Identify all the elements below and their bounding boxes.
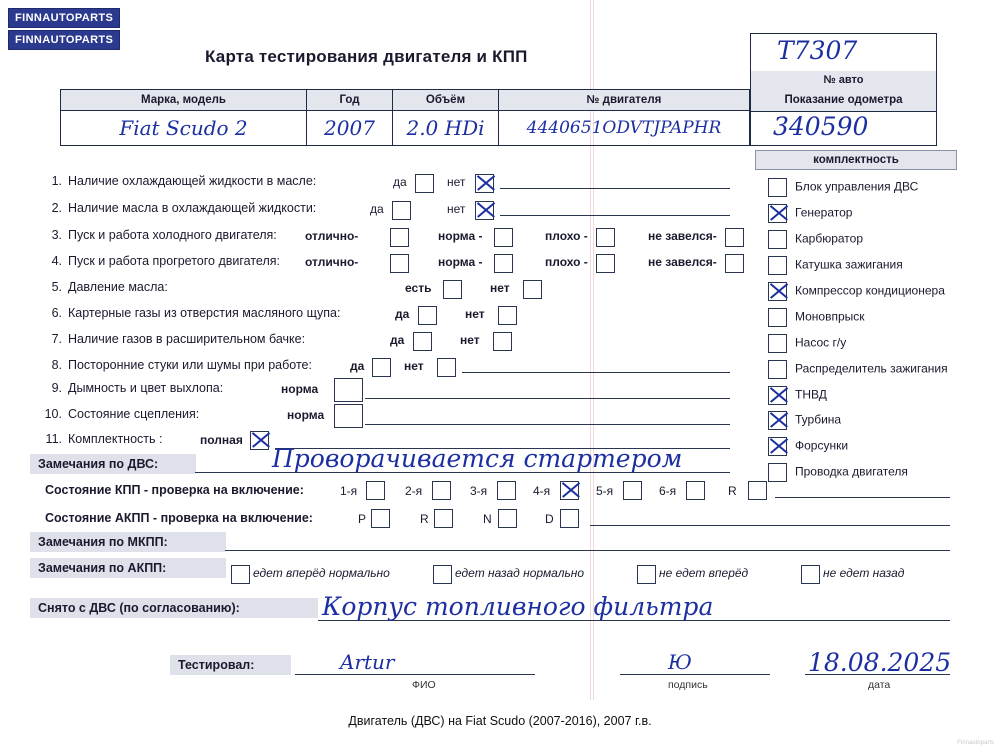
checklist-option-7-yes: да	[390, 333, 405, 347]
checklist-number-2: 2.	[51, 201, 62, 215]
checkbox-hp-fuel-pump[interactable]	[768, 386, 787, 405]
checkbox-cold-start-bad[interactable]	[596, 228, 615, 247]
checklist-label-11: Комплектность :	[68, 432, 163, 446]
checklist-line-8	[462, 372, 730, 373]
completeness-item-ac-compressor[interactable]	[768, 282, 945, 301]
checkbox-power-steering-pump[interactable]	[768, 334, 787, 353]
akpp-gear-label-n: N	[483, 512, 492, 526]
checkbox-completeness-full[interactable]	[250, 431, 269, 450]
checklist-number-7: 7.	[51, 332, 62, 346]
checklist-option-9-normal: норма	[281, 382, 319, 396]
checklist-option-1-no: нет	[447, 175, 466, 189]
checkbox-no-backward[interactable]	[801, 565, 820, 584]
tested-name-line	[295, 674, 535, 675]
akpp-notes-label: Замечания по АКПП:	[30, 558, 226, 578]
completeness-label-turbine: Турбина	[795, 412, 842, 427]
checkbox-cold-start-excellent[interactable]	[390, 228, 409, 247]
checkbox-carburetor[interactable]	[768, 230, 787, 249]
brand-logo-top: FINNAUTOPARTS	[8, 8, 120, 28]
engine-notes-label: Замечания по ДВС:	[30, 454, 196, 474]
spec-table	[60, 89, 750, 146]
checkbox-drives-backward-ok[interactable]	[433, 565, 452, 584]
completeness-label-ac-compressor: Компрессор кондиционера	[795, 283, 945, 298]
checkbox-knocks-yes[interactable]	[372, 358, 391, 377]
checkbox-mkpp-gear-r[interactable]	[748, 481, 767, 500]
mkpp-notes-line	[225, 550, 950, 551]
checklist-label-1: Наличие охлаждающей жидкости в масле:	[68, 174, 317, 188]
checkbox-engine-wiring[interactable]	[768, 463, 787, 482]
checklist-label-10: Состояние сцепления:	[68, 407, 200, 421]
checklist-option-4-bad: плохо -	[545, 255, 588, 269]
checkbox-ignition-coil[interactable]	[768, 256, 787, 275]
checklist-option-1-yes: да	[393, 175, 407, 189]
tested-name-caption: ФИО	[412, 679, 436, 691]
checklist-option-2-no: нет	[447, 202, 466, 216]
completeness-label-alternator: Генератор	[795, 205, 853, 220]
checkbox-clutch-normal[interactable]	[334, 404, 363, 428]
mkpp-gear-label-6: 6-я	[659, 484, 677, 498]
checkbox-monoinjection[interactable]	[768, 308, 787, 327]
completeness-item-alternator[interactable]	[768, 204, 852, 223]
mkpp-gear-label-1: 1-я	[340, 484, 358, 498]
completeness-label-distributor: Распределитель зажигания	[795, 361, 948, 376]
checkbox-mkpp-gear-5[interactable]	[623, 481, 642, 500]
checkbox-crankcase-gases-no[interactable]	[498, 306, 517, 325]
checkbox-oil-in-coolant-yes[interactable]	[392, 201, 411, 220]
checklist-number-5: 5.	[51, 280, 62, 294]
checkbox-mkpp-gear-6[interactable]	[686, 481, 705, 500]
checkbox-ac-compressor[interactable]	[768, 282, 787, 301]
checkbox-distributor[interactable]	[768, 360, 787, 379]
checklist-option-11-full: полная	[200, 433, 243, 447]
spec-table-value-row	[61, 111, 750, 146]
signature-line	[620, 674, 770, 675]
akpp-option-drives-forward-ok: едет вперёд нормально	[253, 566, 390, 580]
checklist-number-6: 6.	[51, 306, 62, 320]
completeness-item-injectors[interactable]	[768, 437, 848, 456]
checklist-option-7-no: нет	[460, 333, 480, 347]
completeness-label-monoinjection: Моновпрыск	[795, 309, 865, 324]
checkbox-no-forward[interactable]	[637, 565, 656, 584]
checklist-number-4: 4.	[51, 254, 62, 268]
checklist-number-8: 8.	[51, 358, 62, 372]
mkpp-gear-label-3: 3-я	[470, 484, 488, 498]
odometer-value-box	[750, 111, 937, 146]
signature-caption: подпись	[668, 679, 708, 691]
completeness-item-monoinjection[interactable]	[768, 308, 865, 327]
checklist-number-11: 11.	[45, 432, 62, 446]
spec-value-brand: Fiat Scudo 2	[119, 116, 248, 140]
spec-header-year: Год	[307, 90, 393, 111]
akpp-check-label: Состояние АКПП - проверка на включение:	[45, 511, 313, 525]
mkpp-gear-label-2: 2-я	[405, 484, 423, 498]
auto-number-value: T7307	[777, 36, 858, 65]
mkpp-gear-label-r: R	[728, 484, 737, 498]
auto-number-label: № авто	[750, 71, 937, 90]
completeness-header: комплектность	[755, 150, 957, 170]
checklist-option-4-excellent: отлично-	[305, 255, 359, 269]
completeness-item-carburetor[interactable]	[768, 230, 863, 249]
checklist-label-6: Картерные газы из отверстия масляного щупа:	[68, 306, 341, 320]
checklist-number-1: 1.	[51, 174, 62, 188]
checklist-option-6-yes: да	[395, 307, 410, 321]
spec-table-header-row	[61, 90, 750, 111]
checklist-option-3-bad: плохо -	[545, 229, 588, 243]
engine-notes-value: Проворачивается стартером	[272, 444, 683, 473]
checklist-option-2-yes: да	[370, 202, 384, 216]
completeness-label-hp-fuel-pump: ТНВД	[795, 387, 827, 402]
completeness-item-ecu[interactable]	[768, 178, 918, 197]
checkbox-mkpp-gear-1[interactable]	[366, 481, 385, 500]
akpp-line	[590, 525, 950, 526]
checklist-label-9: Дымность и цвет выхлопа:	[68, 381, 224, 395]
akpp-gear-label-p: P	[358, 512, 367, 526]
mkpp-gear-label-4: 4-я	[533, 484, 551, 498]
checkbox-akpp-gear-r[interactable]	[434, 509, 453, 528]
page-title: Карта тестирования двигателя и КПП	[205, 47, 528, 66]
checklist-option-3-normal: норма -	[438, 229, 483, 243]
checkbox-warm-start-bad[interactable]	[596, 254, 615, 273]
checklist-option-4-nostart: не завелся-	[648, 255, 717, 269]
completeness-item-ignition-coil[interactable]	[768, 256, 903, 275]
removed-parts-value: Корпус топливного фильтра	[322, 592, 714, 621]
checkbox-drives-forward-ok[interactable]	[231, 565, 250, 584]
checkbox-akpp-gear-n[interactable]	[498, 509, 517, 528]
checkbox-oil-pressure-no[interactable]	[523, 280, 542, 299]
checklist-line-10	[365, 424, 730, 425]
date-caption: дата	[868, 679, 891, 691]
checklist-label-5: Давление масла:	[68, 280, 168, 294]
akpp-option-no-backward: не едет назад	[823, 566, 905, 580]
completeness-label-carburetor: Карбюратор	[795, 231, 864, 246]
checklist-line-9	[365, 398, 730, 399]
checklist-option-3-nostart: не завелся-	[648, 229, 717, 243]
checkbox-coolant-in-oil-yes[interactable]	[415, 174, 434, 193]
checkbox-exhaust-smoke-normal[interactable]	[334, 378, 363, 402]
checkbox-crankcase-gases-yes[interactable]	[418, 306, 437, 325]
checkbox-mkpp-gear-4[interactable]	[560, 481, 579, 500]
brand-logo-bottom: FINNAUTOPARTS	[8, 30, 120, 50]
akpp-option-drives-backward-ok: едет назад нормально	[455, 566, 585, 580]
checklist-number-10: 10.	[44, 407, 62, 421]
checkbox-turbine[interactable]	[768, 411, 787, 430]
checkbox-injectors[interactable]	[768, 437, 787, 456]
completeness-item-power-steering-pump[interactable]	[768, 334, 846, 353]
date-value: 18.08.2025	[808, 648, 952, 677]
akpp-option-no-forward: не едет вперёд	[659, 566, 749, 580]
completeness-label-ignition-coil: Катушка зажигания	[795, 257, 903, 272]
spec-value-brand-cell	[61, 111, 307, 146]
checklist-number-3: 3.	[51, 228, 62, 242]
completeness-item-engine-wiring[interactable]	[768, 463, 908, 482]
removed-parts-label: Снято с ДВС (по согласованию):	[30, 598, 318, 618]
checkbox-warm-start-nostart[interactable]	[725, 254, 744, 273]
spec-value-engine-no: 4440651ODVTJPAPHR	[526, 118, 722, 138]
spec-header-brand: Марка, модель	[61, 90, 307, 111]
checklist-label-8: Посторонние стуки или шумы при работе:	[68, 358, 312, 372]
completeness-label-ecu: Блок управления ДВС	[795, 179, 919, 194]
mkpp-gear-label-5: 5-я	[596, 484, 614, 498]
checkbox-mkpp-gear-3[interactable]	[497, 481, 516, 500]
akpp-gear-label-r: R	[420, 512, 429, 526]
checklist-line-2	[500, 215, 730, 216]
odometer-value: 340590	[773, 112, 869, 141]
tested-by-label: Тестировал:	[170, 655, 291, 675]
completeness-label-injectors: Форсунки	[795, 438, 849, 453]
checklist-option-4-normal: норма -	[438, 255, 483, 269]
spec-value-year-cell	[307, 111, 393, 146]
checklist-option-6-no: нет	[465, 307, 485, 321]
signature-value: Ю	[668, 650, 692, 674]
mkpp-notes-label: Замечания по МКПП:	[30, 532, 226, 552]
checkbox-cold-start-normal[interactable]	[494, 228, 513, 247]
completeness-label-power-steering-pump: Насос г/у	[795, 335, 847, 350]
spec-value-volume: 2.0 HDi	[406, 116, 485, 140]
checklist-label-3: Пуск и работа холодного двигателя:	[68, 228, 277, 242]
checklist-option-5-no: нет	[490, 281, 510, 295]
checkbox-akpp-gear-d[interactable]	[560, 509, 579, 528]
checkbox-warm-start-normal[interactable]	[494, 254, 513, 273]
checklist-option-8-yes: да	[350, 359, 365, 373]
checklist-option-10-normal: норма	[287, 408, 325, 422]
checkbox-warm-start-excellent[interactable]	[390, 254, 409, 273]
checklist-option-5-yes: есть	[405, 281, 432, 295]
checkbox-oil-in-coolant-no[interactable]	[475, 201, 494, 220]
checkbox-coolant-in-oil-no[interactable]	[475, 174, 494, 193]
tested-name-value: Artur	[340, 650, 395, 674]
mkpp-check-label: Состояние КПП - проверка на включение:	[45, 483, 304, 497]
spec-value-engine-no-cell	[499, 111, 750, 146]
completeness-item-turbine[interactable]	[768, 411, 841, 430]
checkbox-akpp-gear-p[interactable]	[371, 509, 390, 528]
akpp-gear-label-d: D	[545, 512, 554, 526]
checklist-option-3-excellent: отлично-	[305, 229, 359, 243]
image-caption: Двигатель (ДВС) на Fiat Scudo (2007-2016), 2007 г.в.	[348, 714, 652, 728]
checkbox-expansion-tank-gases-no[interactable]	[493, 332, 512, 351]
checkbox-oil-pressure-yes[interactable]	[443, 280, 462, 299]
checkbox-cold-start-nostart[interactable]	[725, 228, 744, 247]
checklist-label-4: Пуск и работа прогретого двигателя:	[68, 254, 280, 268]
spec-value-year: 2007	[324, 116, 375, 140]
completeness-item-hp-fuel-pump[interactable]	[768, 386, 827, 405]
spec-header-engine-no: № двигателя	[499, 90, 750, 111]
auto-number-box	[750, 33, 937, 73]
checkbox-ecu[interactable]	[768, 178, 787, 197]
checkbox-knocks-no[interactable]	[437, 358, 456, 377]
checkbox-expansion-tank-gases-yes[interactable]	[413, 332, 432, 351]
checklist-line-1	[500, 188, 730, 189]
checkbox-alternator[interactable]	[768, 204, 787, 223]
checklist-label-2: Наличие масла в охлаждающей жидкости:	[68, 201, 317, 215]
mkpp-line	[775, 497, 950, 498]
completeness-item-distributor[interactable]	[768, 360, 948, 379]
spec-header-volume: Объём	[393, 90, 499, 111]
checkbox-mkpp-gear-2[interactable]	[432, 481, 451, 500]
corner-watermark-note: Finnautoparts	[957, 740, 994, 746]
checklist-label-7: Наличие газов в расширительном бачке:	[68, 332, 306, 346]
odometer-label: Показание одометра	[750, 89, 937, 112]
spec-value-volume-cell	[393, 111, 499, 146]
checklist-option-8-no: нет	[404, 359, 424, 373]
completeness-label-engine-wiring: Проводка двигателя	[795, 464, 908, 479]
checklist-number-9: 9.	[51, 381, 62, 395]
